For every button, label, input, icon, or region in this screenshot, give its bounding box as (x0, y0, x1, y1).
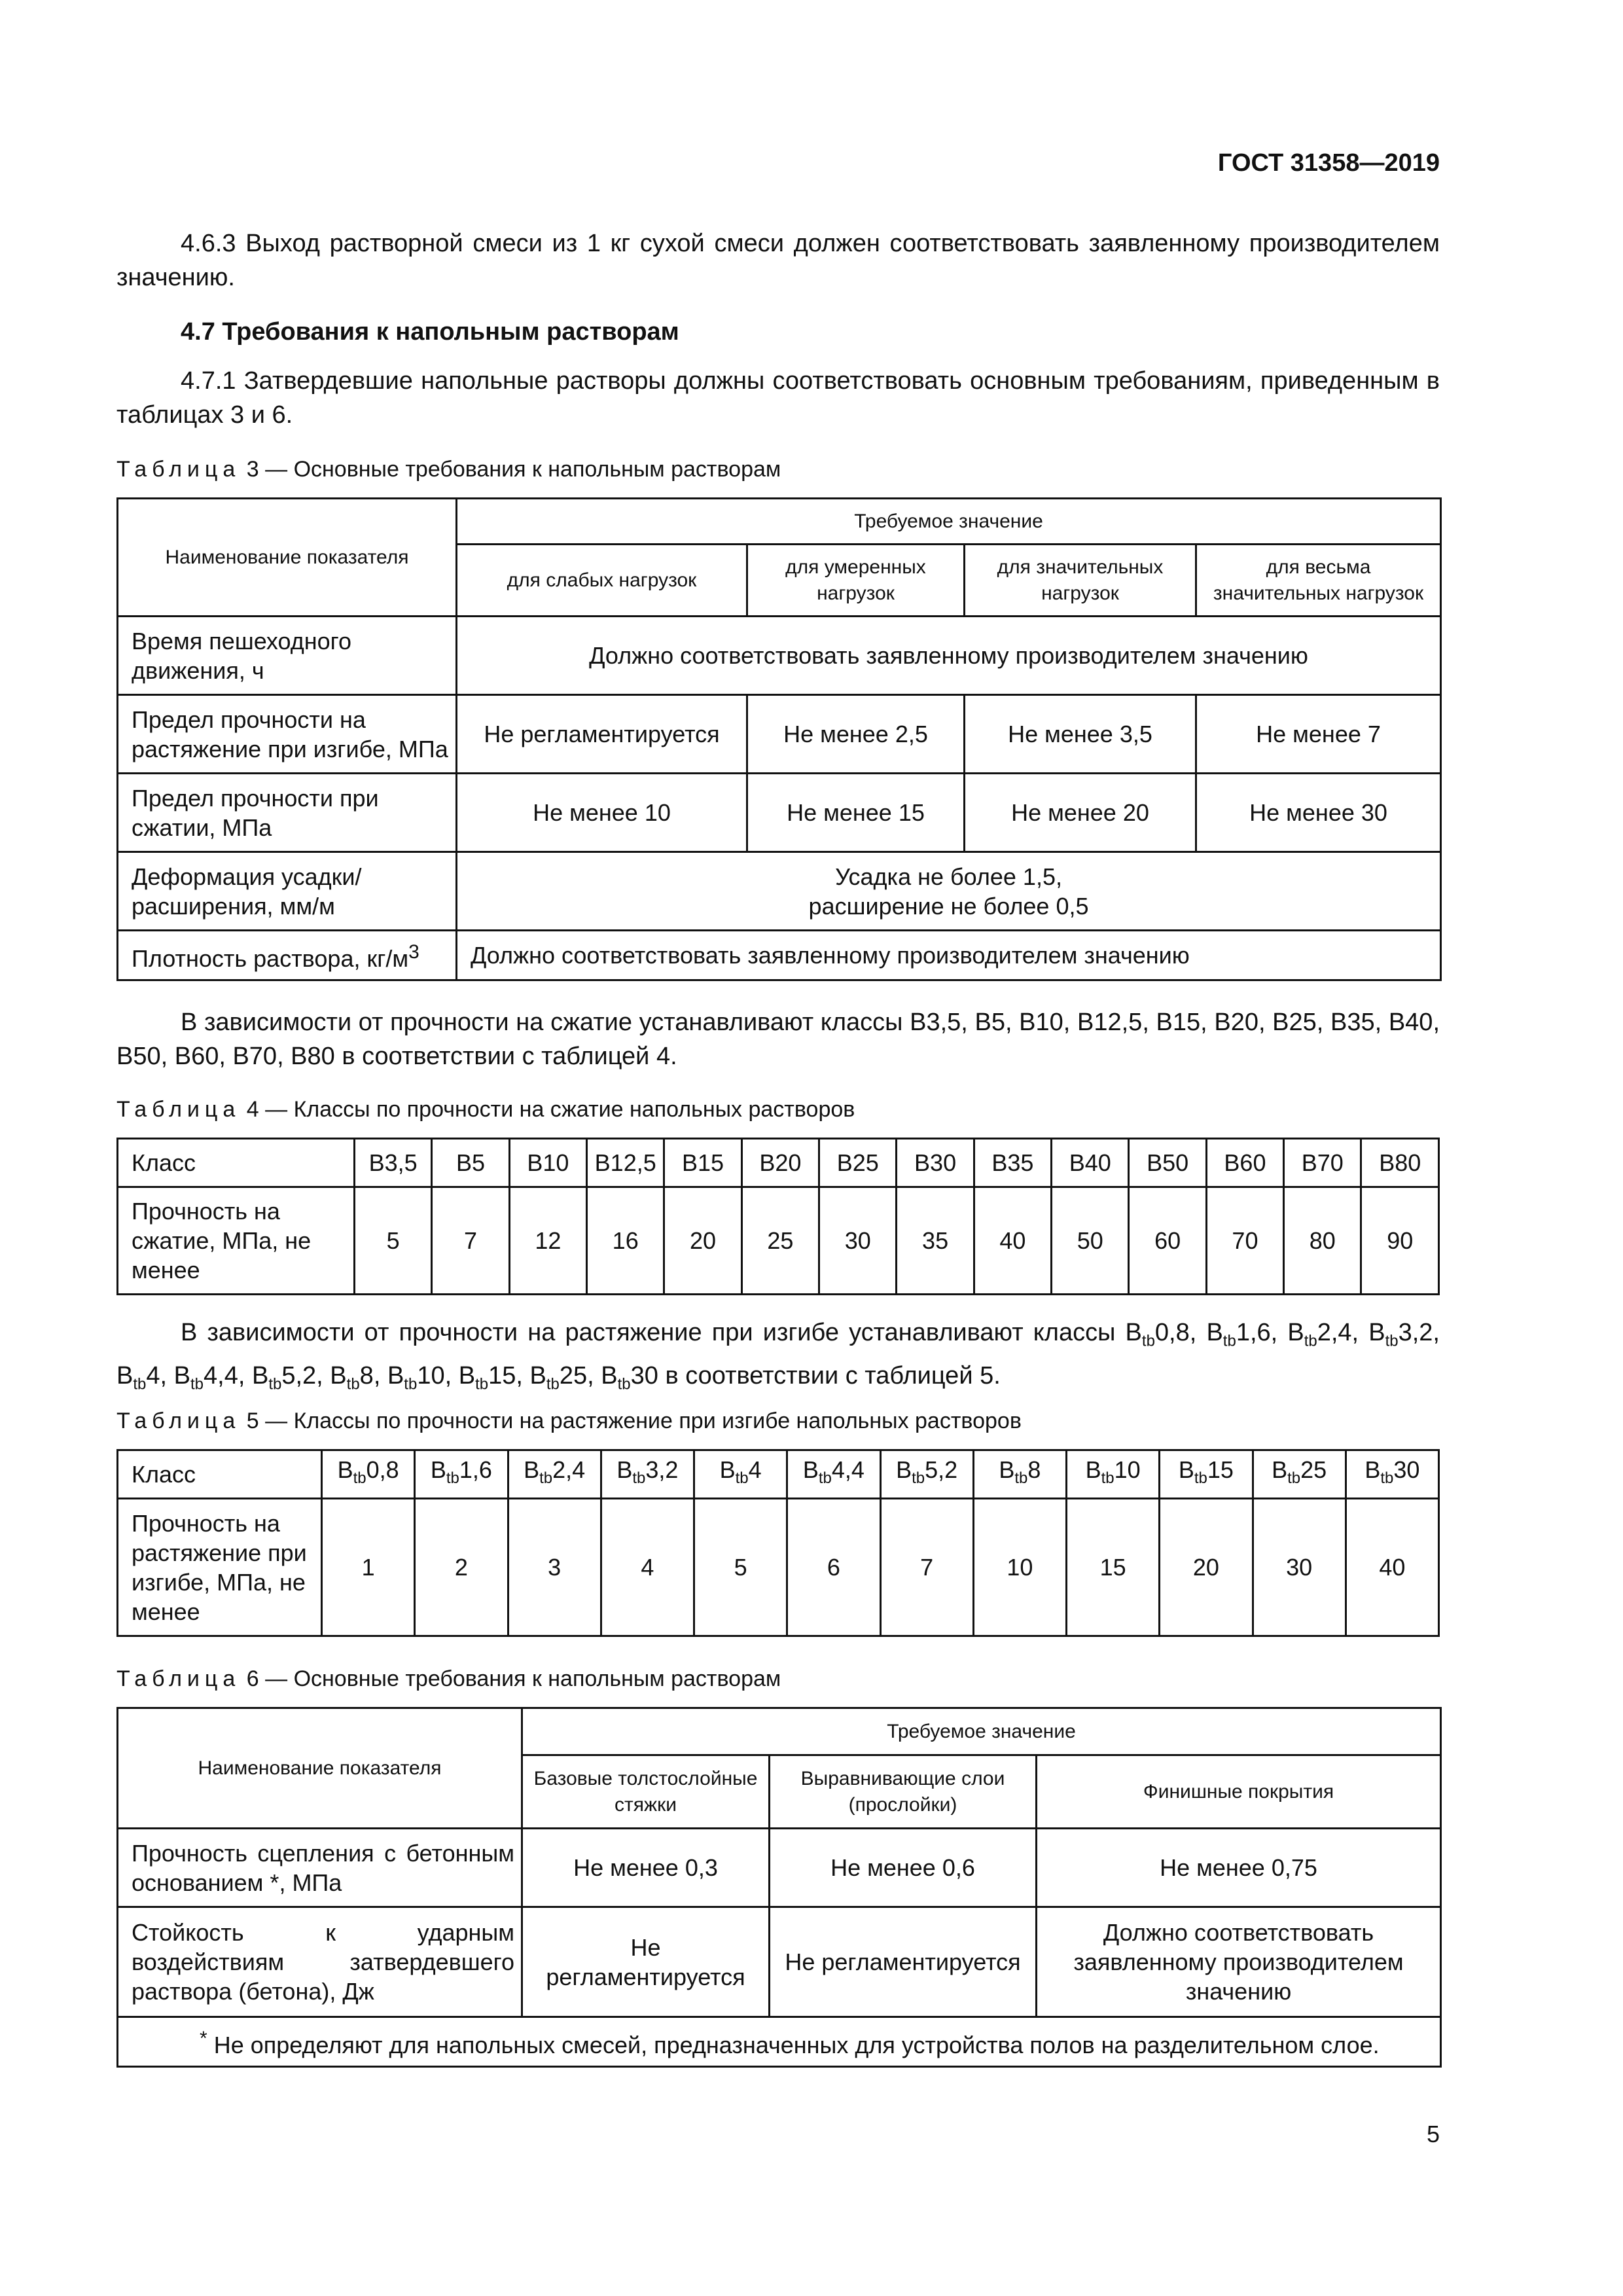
table-4-value-cell: 60 (1129, 1187, 1206, 1295)
table-4-class-cell: В25 (819, 1139, 897, 1187)
table-6-row-label: Прочность сцепления с бетонным основанием *, МПа (118, 1829, 522, 1907)
table-5-caption: Таблица 5 — Классы по прочности на растяжение при изгибе напольных растворов (116, 1408, 1022, 1433)
table-5-value-cell: 30 (1253, 1499, 1346, 1636)
table-5-class-cell: $B_{tb}25$ (1253, 1450, 1346, 1499)
table-3-header-col: для слабых нагрузок (457, 545, 747, 617)
table-4-class-cell: В80 (1361, 1139, 1439, 1187)
table-5-class-cell: $B_{tb}8$ (973, 1450, 1066, 1499)
table-3-cell: Не менее 7 (1196, 695, 1441, 774)
paragraph-4-7-1: 4.7.1 Затвердевшие напольные растворы должны соответствовать основным требованиям, приведенным в таблицах 3 и 6. (116, 367, 1440, 429)
table-6-cell: Не менее 0,6 (770, 1829, 1037, 1907)
table-4-class-cell: В40 (1052, 1139, 1129, 1187)
table-5-class-cell: $B_{tb}15$ (1160, 1450, 1253, 1499)
table-6-row-label: Стойкость к ударным воздействиям затвердевшего раствора (бетона), Дж (118, 1907, 522, 2017)
section-heading-4-7: 4.7 Требования к напольным растворам (181, 318, 679, 346)
table-5-class-cell: $B_{tb}0,8$ (322, 1450, 415, 1499)
table-5-value-cell: 40 (1346, 1499, 1438, 1636)
table-4-class-cell: В12,5 (587, 1139, 664, 1187)
table-3-header-col: для значительных нагрузок (965, 545, 1196, 617)
table-4-class-cell: В15 (664, 1139, 741, 1187)
table-4-value-cell: 80 (1284, 1187, 1361, 1295)
table-5-value-cell: 1 (322, 1499, 415, 1636)
table-6-cell: Не менее 0,75 (1037, 1829, 1441, 1907)
table-5-row-label: Класс (118, 1450, 322, 1499)
table-4 (116, 1138, 1440, 1295)
table-4-value-cell: 25 (741, 1187, 819, 1295)
table-4-class-cell: В20 (741, 1139, 819, 1187)
table-6-caption: Таблица 6 — Основные требования к напольным растворам (116, 1666, 781, 1691)
table-3-cell: Не менее 2,5 (747, 695, 965, 774)
paragraph-4-6-3: 4.6.3 Выход растворной смеси из 1 кг сухой смеси должен соответствовать заявленному производителем значению. (116, 230, 1440, 291)
table-5-class-cell: $B_{tb}2,4$ (508, 1450, 601, 1499)
table-4-class-cell: В70 (1284, 1139, 1361, 1187)
table-5-value-cell: 7 (880, 1499, 973, 1636)
table-5-value-cell: 2 (415, 1499, 508, 1636)
table-6-cell: Не регламентируется (770, 1907, 1037, 2017)
table-3-header-required: Требуемое значение (457, 499, 1441, 545)
table-6-header-name: Наименование показателя (118, 1708, 522, 1829)
table-3-cell: Не менее 15 (747, 774, 965, 852)
table-3-header-col: для весьма значительных нагрузок (1196, 545, 1441, 617)
table-5-row-label: Прочность на растяжение при изгибе, МПа, не менее (118, 1499, 322, 1636)
table-4-class-cell: В3,5 (355, 1139, 432, 1187)
table-4-value-cell: 70 (1206, 1187, 1283, 1295)
table-4-class-cell: В50 (1129, 1139, 1206, 1187)
table-4-value-cell: 35 (897, 1187, 974, 1295)
table-4-value-cell: 40 (974, 1187, 1051, 1295)
table-4-class-cell: В10 (509, 1139, 586, 1187)
paragraph-classes-btb: В зависимости от прочности на растяжение при изгибе устанавливают классы $B_{tb}0,8$, $B_{tb}1,6$, $B_{tb}2,4$, $B_{tb}3,2$, $B_{tb}4$, $B_{tb}4,4$, $B_{tb}5,2$, $B_{tb}8$, $B_{tb}10$, $B_{tb}15$, $B_{tb}25$, $B_{tb}30$ в соответствии с таблицей 5. (116, 1319, 1440, 1393)
table-5-class-cell: $B_{tb}10$ (1067, 1450, 1160, 1499)
table-5-class-cell: $B_{tb}4$ (694, 1450, 787, 1499)
table-3-row-label: Предел прочности на растяжение при изгибе, МПа (118, 695, 457, 774)
table-6-cell: Должно соответствовать заявленному производителем значению (1037, 1907, 1441, 2017)
table-5-value-cell: 15 (1067, 1499, 1160, 1636)
paragraph-classes-b: В зависимости от прочности на сжатие устанавливают классы В3,5, В5, В10, В12,5, В15, В20, В25, В35, В40, В50, В60, В70, В80 в соответствии с таблицей 4. (116, 1009, 1440, 1070)
table-4-caption: Таблица 4 — Классы по прочности на сжатие напольных растворов (116, 1097, 855, 1122)
table-6 (116, 1707, 1442, 2068)
table-4-value-cell: 50 (1052, 1187, 1129, 1295)
table-4-value-cell: 5 (355, 1187, 432, 1295)
table-6-header-col: Базовые толстослойные стяжки (522, 1755, 770, 1829)
table-5-value-cell: 5 (694, 1499, 787, 1636)
table-5-class-cell: $B_{tb}3,2$ (601, 1450, 694, 1499)
table-5-value-cell: 6 (787, 1499, 880, 1636)
table-6-header-required: Требуемое значение (522, 1708, 1441, 1755)
table-3-cell: Не менее 20 (965, 774, 1196, 852)
table-3-row-label: Плотность раствора, $кг/м^3$ (118, 931, 457, 980)
table-4-value-cell: 16 (587, 1187, 664, 1295)
table-5-value-cell: 20 (1160, 1499, 1253, 1636)
standard-header: ГОСТ 31358—2019 (1217, 149, 1440, 177)
table-3-row-label: Предел прочности при сжатии, МПа (118, 774, 457, 852)
table-3-caption: Таблица 3 — Основные требования к напольным растворам (116, 457, 781, 482)
table-5-class-cell: $B_{tb}5,2$ (880, 1450, 973, 1499)
table-3-cell: Не менее 3,5 (965, 695, 1196, 774)
table-5-value-cell: 10 (973, 1499, 1066, 1636)
page-number: 5 (1426, 2121, 1440, 2147)
table-3-cell: Должно соответствовать заявленному производителем значению (457, 617, 1441, 695)
table-3-header-col: для умеренных нагрузок (747, 545, 965, 617)
table-4-row-label: Прочность на сжатие, МПа, не менее (118, 1187, 355, 1295)
table-3-header-name: Наименование показателя (118, 499, 457, 617)
table-4-value-cell: 7 (432, 1187, 509, 1295)
table-3-cell: Не регламентируется (457, 695, 747, 774)
table-3 (116, 497, 1442, 981)
table-3-cell: Не менее 10 (457, 774, 747, 852)
table-4-value-cell: 20 (664, 1187, 741, 1295)
table-3-cell: Усадка не более 1,5, расширение не более 0,5 (457, 852, 1441, 931)
table-5-value-cell: 3 (508, 1499, 601, 1636)
table-4-value-cell: 12 (509, 1187, 586, 1295)
table-5-class-cell: $B_{tb}30$ (1346, 1450, 1438, 1499)
table-6-cell: Не менее 0,3 (522, 1829, 770, 1907)
table-4-row-label: Класс (118, 1139, 355, 1187)
table-5-class-cell: $B_{tb}1,6$ (415, 1450, 508, 1499)
table-4-class-cell: В35 (974, 1139, 1051, 1187)
table-5-class-cell: $B_{tb}4,4$ (787, 1450, 880, 1499)
table-4-class-cell: В60 (1206, 1139, 1283, 1187)
table-4-class-cell: В5 (432, 1139, 509, 1187)
table-4-value-cell: 90 (1361, 1187, 1439, 1295)
table-3-cell: Должно соответствовать заявленному производителем значению (457, 931, 1441, 980)
table-5 (116, 1449, 1440, 1637)
table-6-header-col: Финишные покрытия (1037, 1755, 1441, 1829)
table-3-cell: Не менее 30 (1196, 774, 1441, 852)
table-6-footnote: * Не определяют для напольных смесей, предназначенных для устройства полов на разделительном слое. (118, 2017, 1441, 2067)
table-6-cell: Не регламентируется (522, 1907, 770, 2017)
table-6-header-col: Выравнивающие слои (прослойки) (770, 1755, 1037, 1829)
table-4-value-cell: 30 (819, 1187, 897, 1295)
table-3-row-label: Деформация усадки/ расширения, мм/м (118, 852, 457, 931)
table-5-value-cell: 4 (601, 1499, 694, 1636)
table-4-class-cell: В30 (897, 1139, 974, 1187)
table-3-row-label: Время пешеходного движения, ч (118, 617, 457, 695)
